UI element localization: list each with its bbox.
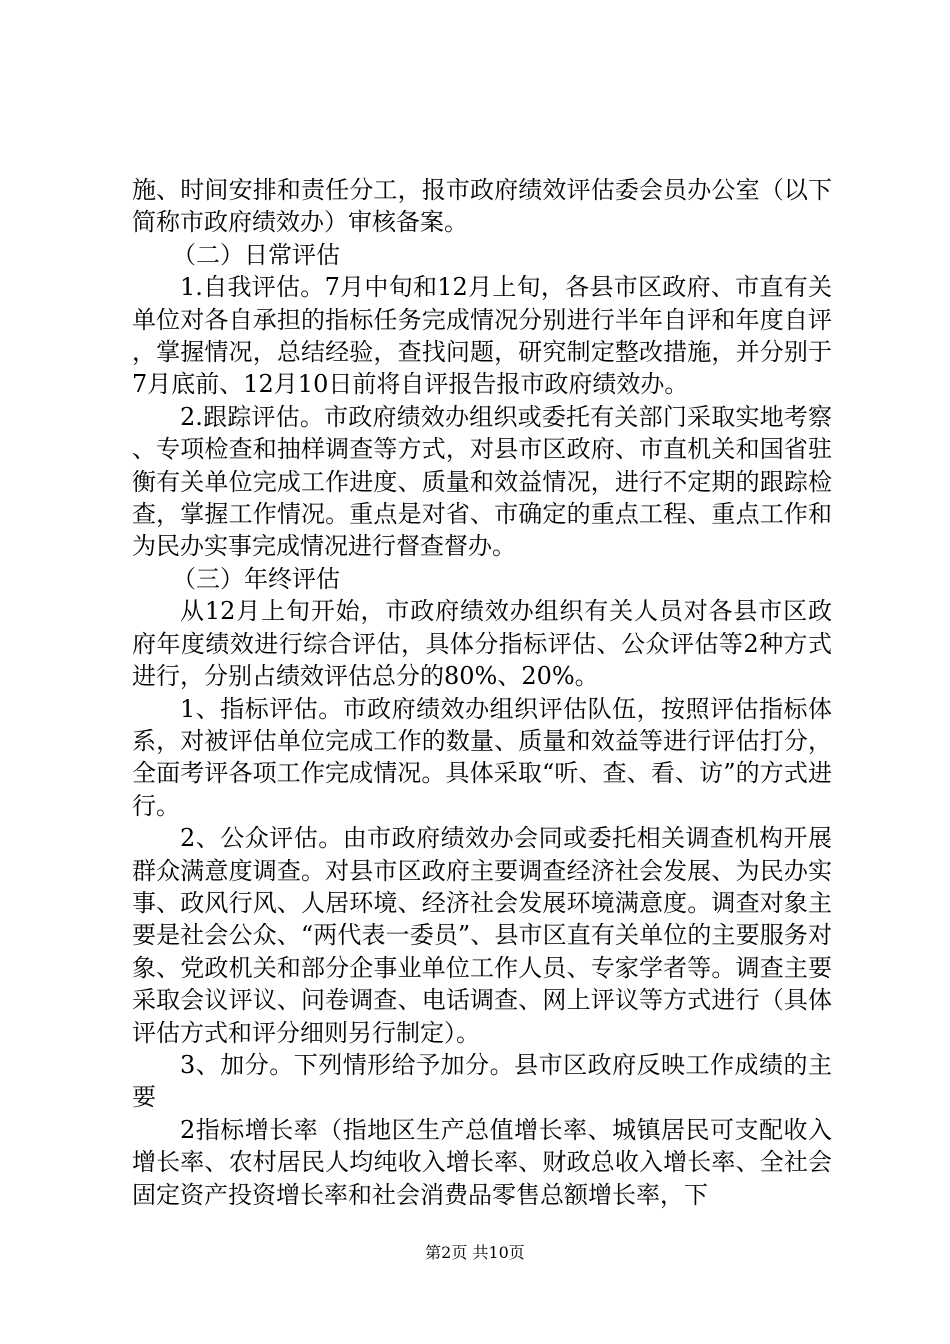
paragraph-bonus-points: 3、加分。下列情形给予加分。县市区政府反映工作成绩的主要 — [132, 1050, 832, 1112]
paragraph-year-end-overview: 从12月上旬开始，市政府绩效办组织有关人员对各县市区政府年度绩效进行综合评估，具体分指标评估、公众评估等2种方式进行，分别占绩效评估总分的80%、20%。 — [132, 597, 832, 691]
body-text — [132, 174, 832, 1211]
section-heading-daily-evaluation: （二）日常评估 — [172, 240, 340, 269]
section-heading-year-end-evaluation: （三）年终评估 — [172, 564, 340, 593]
paragraph-tracking-evaluation: 2.跟踪评估。市政府绩效办组织或委托有关部门采取实地考察、专项检查和抽样调查等方式，对县市区政府、市直机关和国省驻衡有关单位完成工作进度、质量和效益情况，进行不定期的跟踪检查，掌握工作情况。重点是对省、市确定的重点工程、重点工作和为民办实事完成情况进行督查督办。 — [132, 402, 832, 561]
page-number-footer: 第2页 共10页 — [425, 1243, 525, 1262]
paragraph-growth-indicators: 2指标增长率（指地区生产总值增长率、城镇居民可支配收入增长率、农村居民人均纯收入增长率、财政总收入增长率、全社会固定资产投资增长率和社会消费品零售总额增长率，下 — [132, 1115, 832, 1209]
paragraph-public-evaluation: 2、公众评估。由市政府绩效办会同或委托相关调查机构开展群众满意度调查。对县市区政府主要调查经济社会发展、为民办实事、政风行风、人居环境、经济社会发展环境满意度。调查对象主要是社会公众、“两代表一委员”、县市区直有关单位的主要服务对象、党政机关和部分企事业单位工作人员、专家学者等。调查主要采取会议评议、问卷调查、电话调查、网上评议等方式进行（具体评估方式和评分细则另行制定）。 — [132, 824, 832, 1047]
paragraph-continuation: 施、时间安排和责任分工，报市政府绩效评估委会员办公室（以下简称市政府绩效办）审核备案。 — [132, 176, 832, 237]
paragraph-self-evaluation: 1.自我评估。7月中旬和12月上旬，各县市区政府、市直有关单位对各自承担的指标任务完成情况分别进行半年自评和年度自评，掌握情况，总结经验，查找问题，研究制定整改措施，并分别于7月底前、12月10日前将自评报告报市政府绩效办。 — [132, 273, 832, 399]
paragraph-indicator-evaluation: 1、指标评估。市政府绩效办组织评估队伍，按照评估指标体系，对被评估单位完成工作的数量、质量和效益等进行评估打分，全面考评各项工作完成情况。具体采取“听、查、看、访”的方式进行。 — [132, 694, 832, 820]
